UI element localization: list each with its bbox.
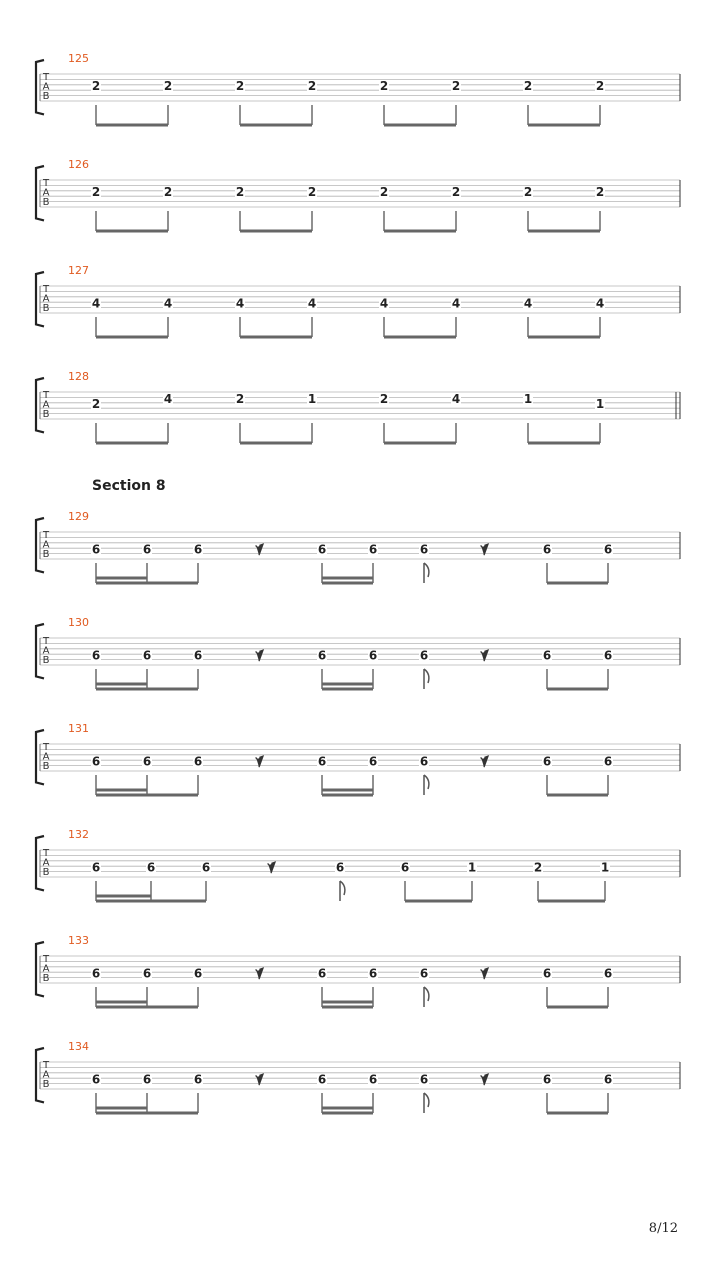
measure-number: 128 (68, 370, 89, 383)
tab-system (36, 1040, 680, 1113)
tab-clef-letter: T (42, 284, 50, 295)
fret-number: 6 (142, 542, 152, 557)
tab-system (36, 52, 680, 125)
tab-clef-letter: B (42, 549, 50, 560)
fret-number: 2 (91, 185, 101, 200)
fret-number: 6 (542, 754, 552, 769)
fret-number: 6 (91, 542, 101, 557)
fret-number: 6 (193, 754, 203, 769)
fret-number: 6 (142, 1072, 152, 1087)
fret-number: 6 (419, 542, 429, 557)
fret-number: 6 (400, 860, 410, 875)
fret-number: 6 (419, 966, 429, 981)
fret-number: 6 (142, 754, 152, 769)
fret-number: 6 (146, 860, 156, 875)
tab-clef-letter: B (42, 197, 50, 208)
tab-clef-letter: A (42, 751, 50, 763)
fret-number: 6 (91, 648, 101, 663)
fret-number: 6 (368, 1072, 378, 1087)
fret-number: 4 (523, 296, 533, 311)
tab-clef-letter: B (42, 655, 50, 666)
measure-number: 126 (68, 158, 89, 171)
measure-number: 129 (68, 510, 89, 523)
fret-number: 4 (163, 296, 173, 311)
fret-number: 2 (451, 79, 461, 94)
fret-number: 6 (603, 1072, 613, 1087)
tab-system (36, 616, 680, 689)
note-flag (424, 775, 429, 795)
fret-number: 2 (163, 185, 173, 200)
tab-system (36, 264, 680, 337)
note-flag (424, 669, 429, 689)
fret-number: 2 (379, 79, 389, 94)
tab-clef-letter: A (42, 187, 50, 199)
fret-number: 2 (163, 79, 173, 94)
tab-system (36, 158, 680, 231)
tab-clef-letter: B (42, 409, 50, 420)
fret-number: 6 (142, 648, 152, 663)
fret-number: 4 (163, 391, 173, 406)
fret-number: 2 (595, 185, 605, 200)
tab-clef-letter: T (42, 848, 50, 859)
measure-number: 131 (68, 722, 89, 735)
fret-number: 6 (419, 1072, 429, 1087)
fret-number: 6 (91, 754, 101, 769)
tab-clef-letter: T (42, 1060, 50, 1071)
tab-clef-letter: B (42, 303, 50, 314)
fret-number: 2 (307, 185, 317, 200)
fret-number: 6 (368, 754, 378, 769)
fret-number: 6 (91, 860, 101, 875)
fret-number: 6 (368, 648, 378, 663)
tab-system (36, 370, 680, 443)
tab-clef-letter: T (42, 742, 50, 753)
fret-number: 2 (235, 185, 245, 200)
fret-number: 2 (235, 391, 245, 406)
fret-number: 2 (307, 79, 317, 94)
fret-number: 6 (368, 966, 378, 981)
tab-clef-letter: T (42, 530, 50, 541)
fret-number: 6 (603, 542, 613, 557)
fret-number: 2 (451, 185, 461, 200)
fret-number: 2 (379, 391, 389, 406)
fret-number: 2 (91, 79, 101, 94)
fret-number: 6 (91, 966, 101, 981)
note-flag (424, 987, 429, 1007)
note-flag (340, 881, 345, 901)
tab-clef-letter: T (42, 954, 50, 965)
fret-number: 2 (235, 79, 245, 94)
tab-clef-letter: B (42, 1079, 50, 1090)
tab-clef-letter: T (42, 636, 50, 647)
fret-number: 2 (523, 185, 533, 200)
fret-number: 1 (600, 860, 610, 875)
measure-number: 130 (68, 616, 89, 629)
fret-number: 6 (603, 966, 613, 981)
tab-clef-letter: A (42, 857, 50, 869)
tab-clef-letter: A (42, 293, 50, 305)
tab-clef-letter: B (42, 761, 50, 772)
tab-clef-letter: T (42, 72, 50, 83)
measure-number: 125 (68, 52, 89, 65)
fret-number: 6 (368, 542, 378, 557)
tab-system (36, 510, 680, 583)
page-number: 8/12 (648, 1221, 678, 1236)
fret-number: 4 (91, 296, 101, 311)
fret-number: 6 (419, 648, 429, 663)
fret-number: 6 (201, 860, 211, 875)
fret-number: 1 (595, 397, 605, 412)
tab-clef-letter: B (42, 973, 50, 984)
fret-number: 6 (193, 966, 203, 981)
tab-clef-letter: A (42, 399, 50, 411)
fret-number: 2 (533, 860, 543, 875)
fret-number: 1 (467, 860, 477, 875)
note-flag (424, 563, 429, 583)
fret-number: 4 (235, 296, 245, 311)
measure-number: 127 (68, 264, 89, 277)
fret-number: 6 (317, 648, 327, 663)
fret-number: 1 (523, 391, 533, 406)
measure-number: 132 (68, 828, 89, 841)
note-flag (424, 1093, 429, 1113)
fret-number: 6 (142, 966, 152, 981)
fret-number: 4 (307, 296, 317, 311)
fret-number: 6 (603, 648, 613, 663)
measure-number: 134 (68, 1040, 89, 1053)
fret-number: 6 (91, 1072, 101, 1087)
fret-number: 4 (595, 296, 605, 311)
fret-number: 6 (193, 1072, 203, 1087)
fret-number: 4 (379, 296, 389, 311)
fret-number: 4 (451, 391, 461, 406)
tab-clef-letter: T (42, 390, 50, 401)
fret-number: 6 (317, 542, 327, 557)
tab-clef-letter: B (42, 91, 50, 102)
tab-system (36, 828, 680, 901)
tab-clef-letter: B (42, 867, 50, 878)
fret-number: 4 (451, 296, 461, 311)
fret-number: 6 (317, 754, 327, 769)
fret-number: 6 (603, 754, 613, 769)
fret-number: 2 (595, 79, 605, 94)
fret-number: 1 (307, 391, 317, 406)
fret-number: 6 (542, 966, 552, 981)
fret-number: 2 (523, 79, 533, 94)
fret-number: 6 (335, 860, 345, 875)
fret-number: 6 (542, 542, 552, 557)
fret-number: 6 (542, 648, 552, 663)
fret-number: 6 (193, 542, 203, 557)
tab-clef-letter: A (42, 81, 50, 93)
tab-clef-letter: A (42, 539, 50, 551)
fret-number: 6 (317, 966, 327, 981)
tab-system (36, 934, 680, 1007)
fret-number: 2 (379, 185, 389, 200)
fret-number: 6 (542, 1072, 552, 1087)
tab-clef-letter: T (42, 178, 50, 189)
measure-number: 133 (68, 934, 89, 947)
fret-number: 6 (193, 648, 203, 663)
fret-number: 2 (91, 397, 101, 412)
fret-number: 6 (419, 754, 429, 769)
tab-clef-letter: A (42, 963, 50, 975)
tab-clef-letter: A (42, 645, 50, 657)
section-label: Section 8 (92, 478, 166, 494)
tab-clef-letter: A (42, 1069, 50, 1081)
tab-system (36, 722, 680, 795)
fret-number: 6 (317, 1072, 327, 1087)
